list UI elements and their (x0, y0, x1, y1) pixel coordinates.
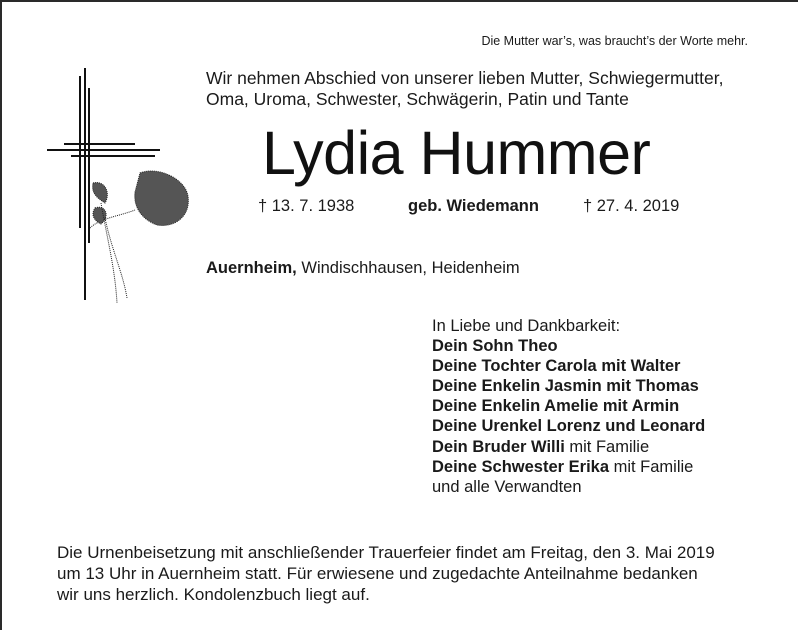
deceased-name: Lydia Hummer (262, 119, 651, 187)
maiden-name: geb. Wiedemann (408, 197, 539, 215)
family-list (432, 316, 705, 497)
closing-line: wir uns herzlich. Kondolenzbuch liegt auf. (57, 585, 370, 604)
cross-with-rose-icon (45, 68, 215, 308)
family-member: Deine Tochter Carola mit Walter (432, 357, 681, 376)
family-footer: und alle Verwandten (432, 477, 582, 496)
place-others: Windischhausen, Heidenheim (296, 259, 520, 277)
motto-quote: Die Mutter war’s, was braucht’s der Worte mehr. (481, 34, 748, 48)
intro-text (206, 68, 723, 110)
closing-text (57, 542, 715, 605)
place-line (206, 259, 520, 278)
intro-line: Wir nehmen Abschied von unserer lieben Mutter, Schwiegermutter, (206, 68, 724, 88)
closing-line: um 13 Uhr in Auernheim statt. Für erwiesene und zugedachte Anteilnahme bedanken (57, 564, 698, 583)
family-member: Dein Sohn Theo (432, 337, 558, 356)
family-member: Deine Urenkel Lorenz und Leonard (432, 417, 706, 436)
death-date: † 27. 4. 2019 (583, 197, 680, 215)
family-heading: In Liebe und Dankbarkeit: (432, 317, 621, 335)
closing-line: Die Urnenbeisetzung mit anschließender Trauerfeier findet am Freitag, den 3. Mai 2019 (57, 543, 715, 562)
place-main: Auernheim, (206, 259, 297, 277)
family-member: Deine Enkelin Jasmin mit Thomas (432, 377, 699, 396)
family-member: Deine Enkelin Amelie mit Armin (432, 397, 680, 416)
birth-date: † 13. 7. 1938 (258, 197, 355, 215)
intro-line: Oma, Uroma, Schwester, Schwägerin, Patin und Tante (206, 89, 629, 109)
family-member: Deine Schwester Erika mit Familie (432, 457, 694, 476)
family-member: Dein Bruder Willi mit Familie (432, 437, 650, 456)
